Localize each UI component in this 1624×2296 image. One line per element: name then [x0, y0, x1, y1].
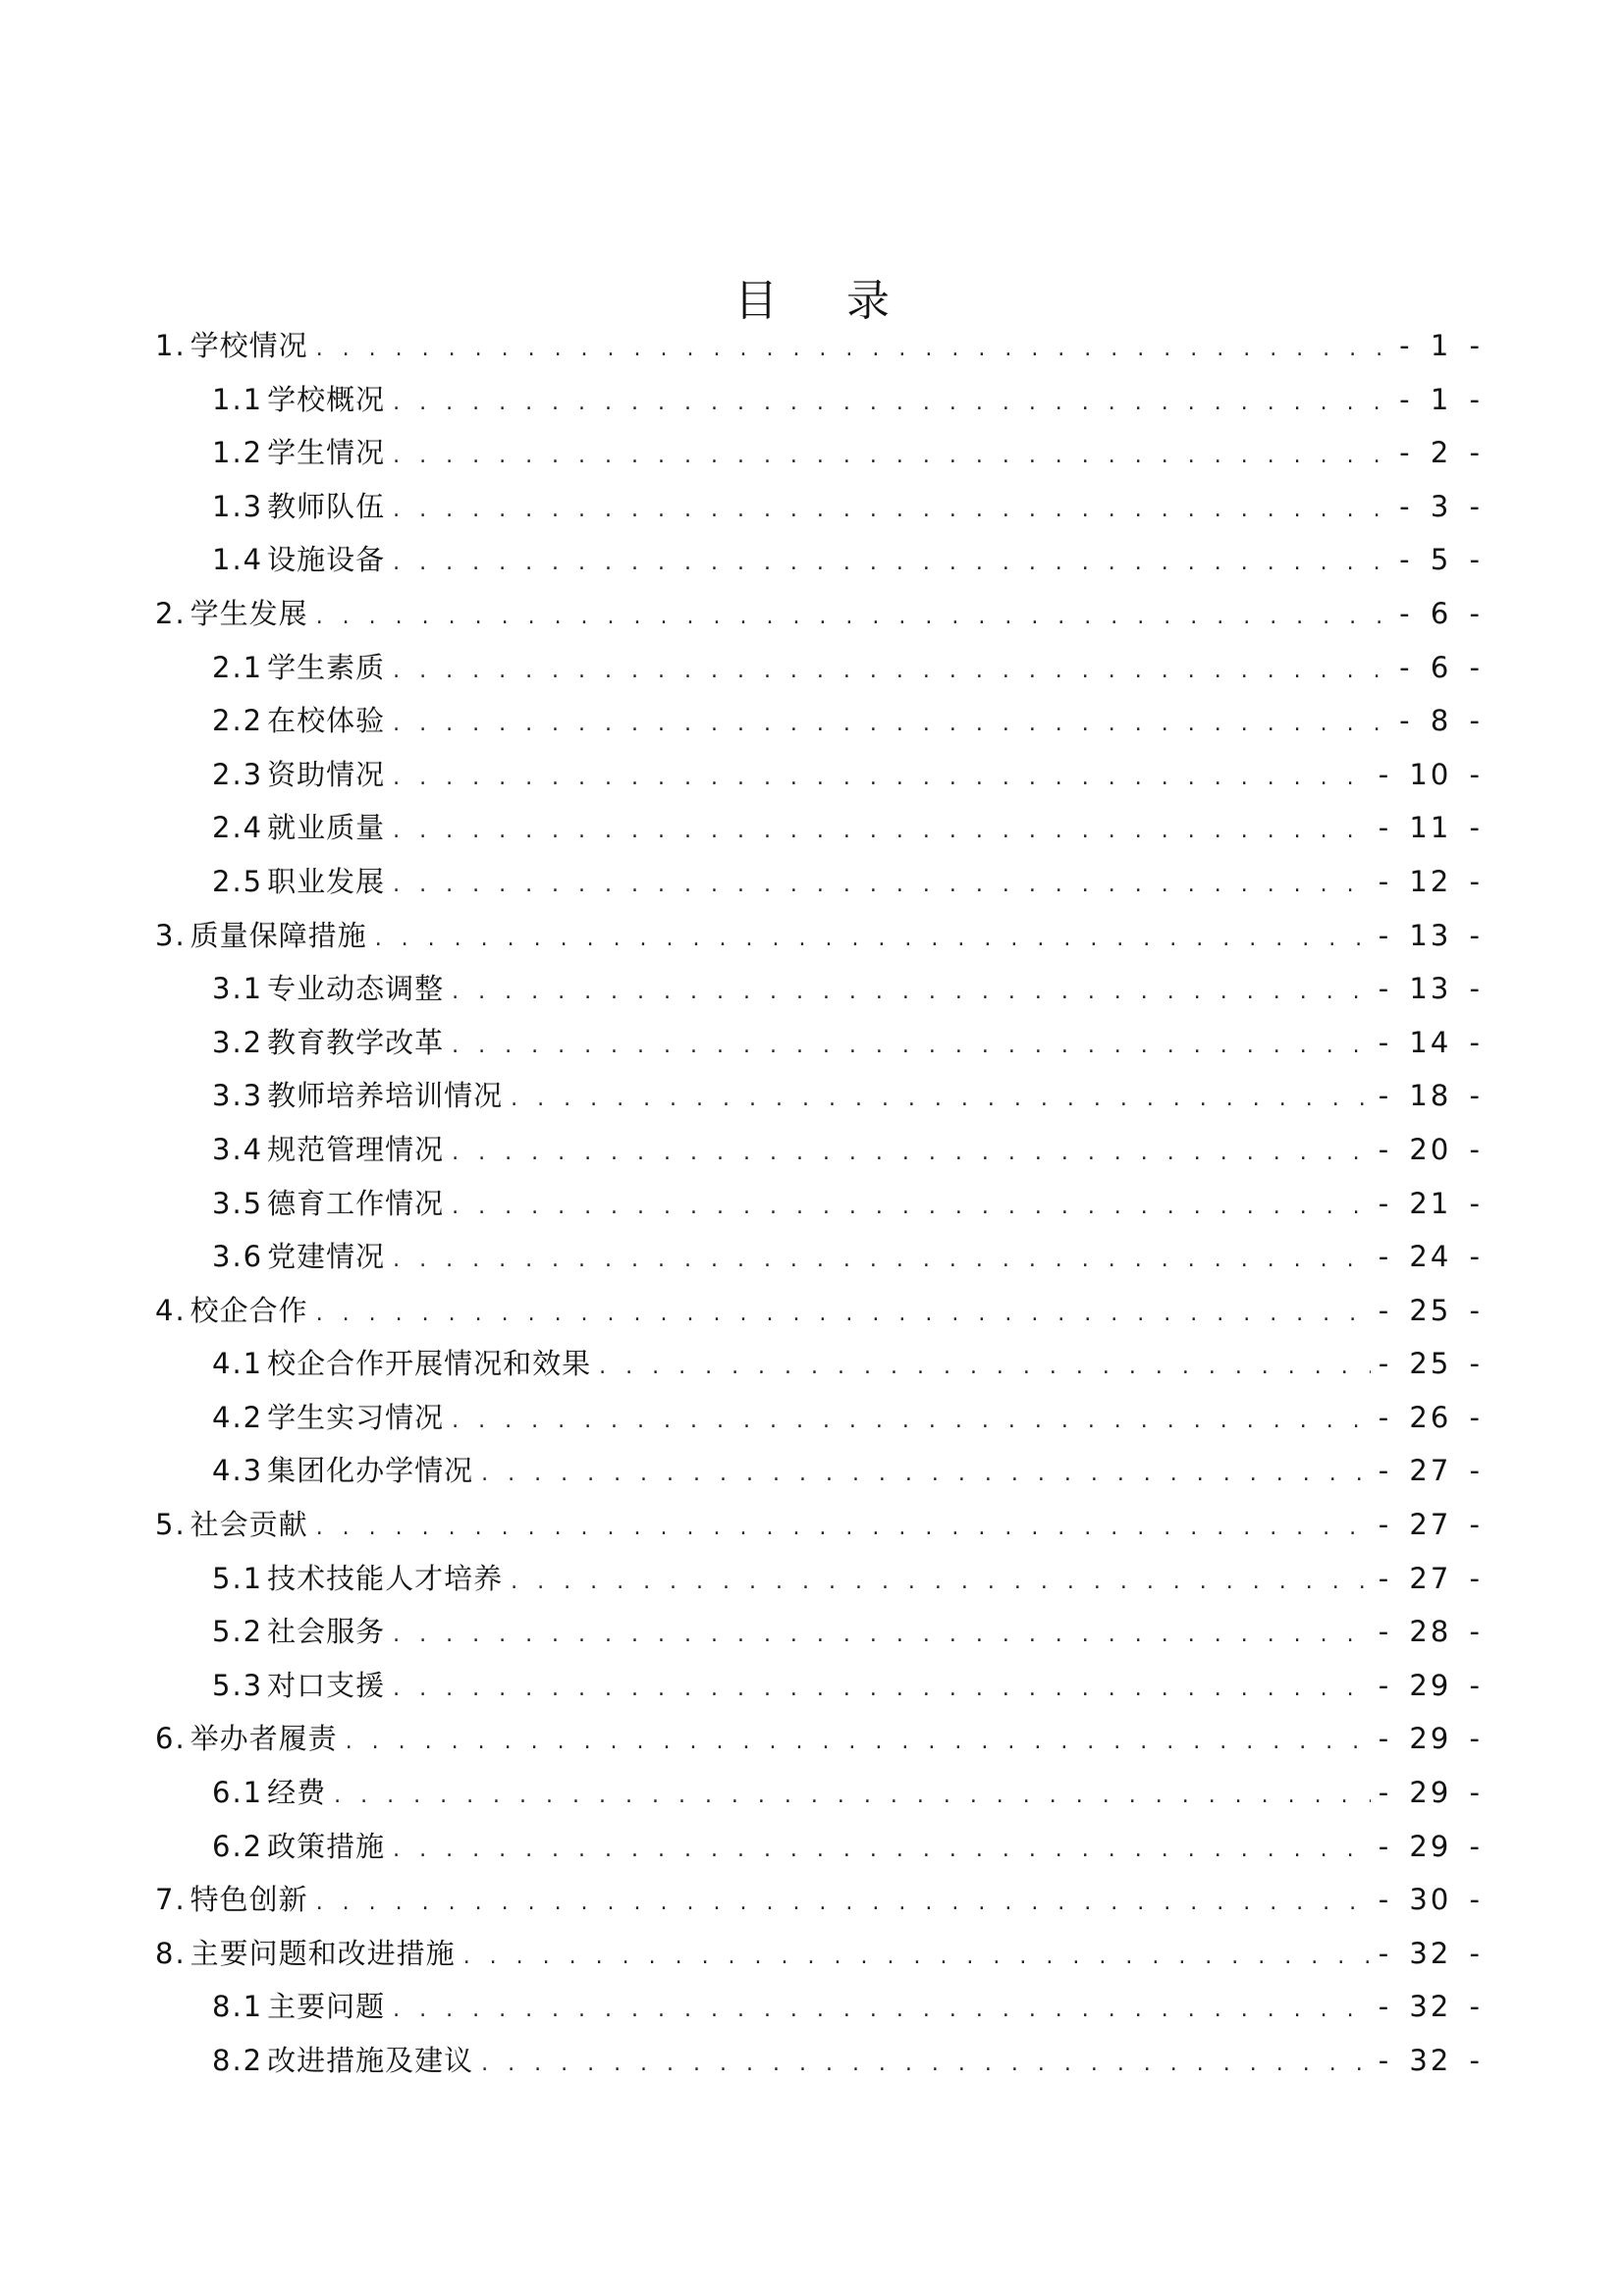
toc-subsection-entry[interactable]: [155, 1766, 1483, 1820]
toc-entry-number: 2.4: [212, 811, 264, 845]
toc-dot-leader: [393, 805, 1371, 859]
toc-subsection-entry[interactable]: [155, 1552, 1483, 1606]
toc-dot-leader: [316, 1288, 1371, 1342]
toc-dot-leader: [316, 591, 1391, 645]
toc-entry-number: 2.5: [212, 864, 264, 898]
toc-page-number: - 32 -: [1378, 2044, 1483, 2077]
toc-subsection-entry[interactable]: [155, 1123, 1483, 1177]
toc-page-number: - 28 -: [1378, 1615, 1483, 1649]
toc-entry-label: 设施设备: [267, 543, 386, 577]
toc-page-number: - 29 -: [1378, 1668, 1483, 1702]
toc-entry-number: 5.: [155, 1508, 187, 1542]
toc-section-entry[interactable]: [155, 909, 1483, 963]
toc-dot-leader: [393, 430, 1391, 484]
toc-entry-number: 3.4: [212, 1132, 264, 1166]
toc-dot-leader: [599, 1341, 1371, 1395]
toc-subsection-entry[interactable]: [155, 533, 1483, 587]
toc-page-number: - 29 -: [1378, 1722, 1483, 1756]
toc-entry-label: 对口支援: [267, 1668, 386, 1702]
toc-entry-number: 1.2: [212, 436, 264, 470]
toc-page-number: - 27 -: [1378, 1454, 1483, 1488]
toc-entry-label: 改进措施及建议: [267, 2044, 474, 2077]
toc-page-number: - 25 -: [1378, 1293, 1483, 1327]
toc-page-number: - 12 -: [1378, 864, 1483, 898]
toc-subsection-entry[interactable]: [155, 480, 1483, 534]
toc-entry-label: 学生情况: [267, 436, 386, 470]
toc-entry-number: 4.: [155, 1293, 187, 1327]
toc-entry-number: 2.3: [212, 757, 264, 791]
toc-entry-label: 规范管理情况: [267, 1132, 445, 1166]
toc-entry-number: 5.3: [212, 1668, 264, 1702]
toc-page-number: - 8 -: [1399, 704, 1483, 738]
toc-entry-label: 资助情况: [267, 757, 386, 791]
toc-dot-leader: [393, 752, 1371, 806]
toc-subsection-entry[interactable]: [155, 641, 1483, 695]
toc-entry-label: 质量保障措施: [189, 918, 367, 952]
toc-page-number: - 29 -: [1378, 1776, 1483, 1810]
toc-entry-label: 经费: [267, 1776, 327, 1810]
toc-subsection-entry[interactable]: [155, 1980, 1483, 2034]
toc-page-number: - 24 -: [1378, 1240, 1483, 1274]
toc-entry-number: 3.3: [212, 1079, 264, 1113]
toc-entry-number: 5.2: [212, 1615, 264, 1649]
toc-entry-number: 3.5: [212, 1186, 264, 1220]
toc-entry-number: 4.2: [212, 1400, 264, 1434]
toc-section-entry[interactable]: [155, 587, 1483, 641]
toc-subsection-entry[interactable]: [155, 694, 1483, 748]
toc-entry-number: 1.1: [212, 382, 264, 416]
toc-page-number: - 3 -: [1399, 489, 1483, 523]
toc-entry-label: 学生发展: [189, 596, 308, 630]
toc-entry-label: 教师培养培训情况: [267, 1079, 504, 1113]
toc-page-number: - 26 -: [1378, 1400, 1483, 1434]
toc-dot-leader: [393, 1609, 1371, 1663]
toc-page-number: - 13 -: [1378, 918, 1483, 952]
toc-page-number: - 13 -: [1378, 972, 1483, 1006]
toc-dot-leader: [393, 645, 1391, 699]
toc-entry-label: 教师队伍: [267, 489, 386, 523]
toc-page-number: - 6 -: [1399, 650, 1483, 684]
toc-entry-label: 社会服务: [267, 1615, 386, 1649]
toc-subsection-entry[interactable]: [155, 1391, 1483, 1445]
toc-dot-leader: [481, 2038, 1371, 2092]
toc-entry-label: 社会贡献: [189, 1508, 308, 1542]
toc-page-number: - 1 -: [1399, 382, 1483, 416]
toc-entry-number: 1.3: [212, 489, 264, 523]
toc-page-number: - 21 -: [1378, 1186, 1483, 1220]
toc-entry-number: 4.3: [212, 1454, 264, 1488]
toc-entry-number: 2.: [155, 596, 187, 630]
toc-dot-leader: [393, 1663, 1371, 1717]
toc-dot-leader: [393, 698, 1391, 752]
toc-subsection-entry[interactable]: [155, 1444, 1483, 1498]
toc-entry-label: 学生实习情况: [267, 1400, 445, 1434]
toc-entry-label: 专业动态调整: [267, 972, 445, 1006]
toc-entry-label: 职业发展: [267, 864, 386, 898]
toc-page-number: - 27 -: [1378, 1508, 1483, 1542]
toc-entry-label: 技术技能人才培养: [267, 1561, 504, 1595]
toc-dot-leader: [452, 1020, 1371, 1074]
toc-entry-number: 6.2: [212, 1829, 264, 1863]
toc-dot-leader: [316, 1877, 1371, 1931]
toc-dot-leader: [375, 913, 1371, 967]
toc-dot-leader: [452, 966, 1371, 1020]
toc-entry-label: 党建情况: [267, 1240, 386, 1274]
toc-dot-leader: [393, 377, 1391, 431]
toc-entry-number: 1.: [155, 329, 187, 362]
toc-subsection-entry[interactable]: [155, 1016, 1483, 1070]
toc-page-number: - 10 -: [1378, 757, 1483, 791]
toc-entry-number: 4.1: [212, 1347, 264, 1381]
toc-subsection-entry[interactable]: [155, 962, 1483, 1016]
toc-page-number: - 32 -: [1378, 1936, 1483, 1970]
toc-section-entry[interactable]: [155, 1498, 1483, 1552]
toc-entry-number: 3.: [155, 918, 187, 952]
toc-page-number: - 18 -: [1378, 1079, 1483, 1113]
toc-entry-label: 学生素质: [267, 650, 386, 684]
toc-dot-leader: [393, 537, 1391, 591]
toc-entry-number: 2.1: [212, 650, 264, 684]
toc-dot-leader: [346, 1716, 1371, 1770]
table-of-contents: [155, 319, 1483, 2088]
toc-entry-number: 8.2: [212, 2044, 264, 2077]
toc-page-number: - 6 -: [1399, 596, 1483, 630]
toc-entry-label: 就业质量: [267, 811, 386, 845]
toc-entry-label: 集团化办学情况: [267, 1454, 474, 1488]
toc-entry-number: 8.1: [212, 1990, 264, 2024]
toc-subsection-entry[interactable]: [155, 1069, 1483, 1123]
toc-entry-label: 学校概况: [267, 382, 386, 416]
toc-dot-leader: [463, 1931, 1371, 1985]
toc-subsection-entry[interactable]: [155, 748, 1483, 802]
toc-entry-label: 学校情况: [189, 329, 308, 362]
toc-entry-label: 在校体验: [267, 704, 386, 738]
toc-entry-label: 校企合作: [189, 1293, 308, 1327]
toc-dot-leader: [393, 1824, 1371, 1878]
toc-subsection-entry[interactable]: [155, 373, 1483, 427]
toc-dot-leader: [452, 1181, 1371, 1235]
toc-section-entry[interactable]: [155, 1927, 1483, 1981]
toc-entry-label: 举办者履责: [189, 1722, 338, 1756]
toc-entry-label: 特色创新: [189, 1883, 308, 1917]
toc-title: 目 录: [734, 276, 917, 327]
toc-subsection-entry[interactable]: [155, 855, 1483, 909]
toc-entry-label: 主要问题: [267, 1990, 386, 2024]
toc-section-entry[interactable]: [155, 1712, 1483, 1766]
toc-entry-number: 5.1: [212, 1561, 264, 1595]
toc-section-entry[interactable]: [155, 1284, 1483, 1338]
toc-section-entry[interactable]: [155, 319, 1483, 373]
toc-page-number: - 11 -: [1378, 811, 1483, 845]
toc-entry-number: 6.: [155, 1722, 187, 1756]
toc-entry-label: 政策措施: [267, 1829, 386, 1863]
toc-entry-label: 校企合作开展情况和效果: [267, 1347, 592, 1381]
toc-subsection-entry[interactable]: [155, 1230, 1483, 1284]
toc-dot-leader: [316, 1502, 1371, 1556]
toc-entry-number: 3.6: [212, 1240, 264, 1274]
toc-entry-label: 教育教学改革: [267, 1025, 445, 1059]
toc-entry-number: 1.4: [212, 543, 264, 577]
toc-dot-leader: [452, 1395, 1371, 1449]
toc-entry-number: 3.2: [212, 1025, 264, 1059]
toc-subsection-entry[interactable]: [155, 1177, 1483, 1231]
toc-subsection-entry[interactable]: [155, 1659, 1483, 1713]
toc-entry-number: 8.: [155, 1936, 187, 1970]
toc-entry-label: 主要问题和改进措施: [189, 1936, 456, 1970]
toc-subsection-entry[interactable]: [155, 2034, 1483, 2088]
toc-entry-number: 3.1: [212, 972, 264, 1006]
toc-dot-leader: [511, 1073, 1371, 1127]
toc-page-number: - 32 -: [1378, 1990, 1483, 2024]
toc-subsection-entry[interactable]: [155, 426, 1483, 480]
toc-page-number: - 25 -: [1378, 1347, 1483, 1381]
toc-dot-leader: [334, 1770, 1371, 1824]
toc-dot-leader: [452, 1127, 1371, 1181]
toc-entry-number: 2.2: [212, 704, 264, 738]
toc-subsection-entry[interactable]: [155, 801, 1483, 855]
toc-subsection-entry[interactable]: [155, 1605, 1483, 1659]
toc-dot-leader: [393, 859, 1371, 913]
toc-entry-label: 德育工作情况: [267, 1186, 445, 1220]
toc-page-number: - 2 -: [1399, 436, 1483, 470]
toc-entry-number: 7.: [155, 1883, 187, 1917]
toc-subsection-entry[interactable]: [155, 1337, 1483, 1391]
toc-page-number: - 1 -: [1399, 329, 1483, 362]
toc-page-number: - 27 -: [1378, 1561, 1483, 1595]
toc-dot-leader: [316, 323, 1391, 377]
toc-subsection-entry[interactable]: [155, 1820, 1483, 1874]
toc-page-number: - 29 -: [1378, 1829, 1483, 1863]
toc-dot-leader: [393, 484, 1391, 538]
toc-page-number: - 5 -: [1399, 543, 1483, 577]
toc-dot-leader: [393, 1984, 1371, 2038]
toc-page-number: - 14 -: [1378, 1025, 1483, 1059]
toc-entry-number: 6.1: [212, 1776, 264, 1810]
toc-dot-leader: [481, 1448, 1371, 1502]
toc-dot-leader: [511, 1556, 1371, 1610]
toc-page-number: - 20 -: [1378, 1132, 1483, 1166]
toc-section-entry[interactable]: [155, 1873, 1483, 1927]
toc-page-number: - 30 -: [1378, 1883, 1483, 1917]
toc-dot-leader: [393, 1234, 1371, 1288]
